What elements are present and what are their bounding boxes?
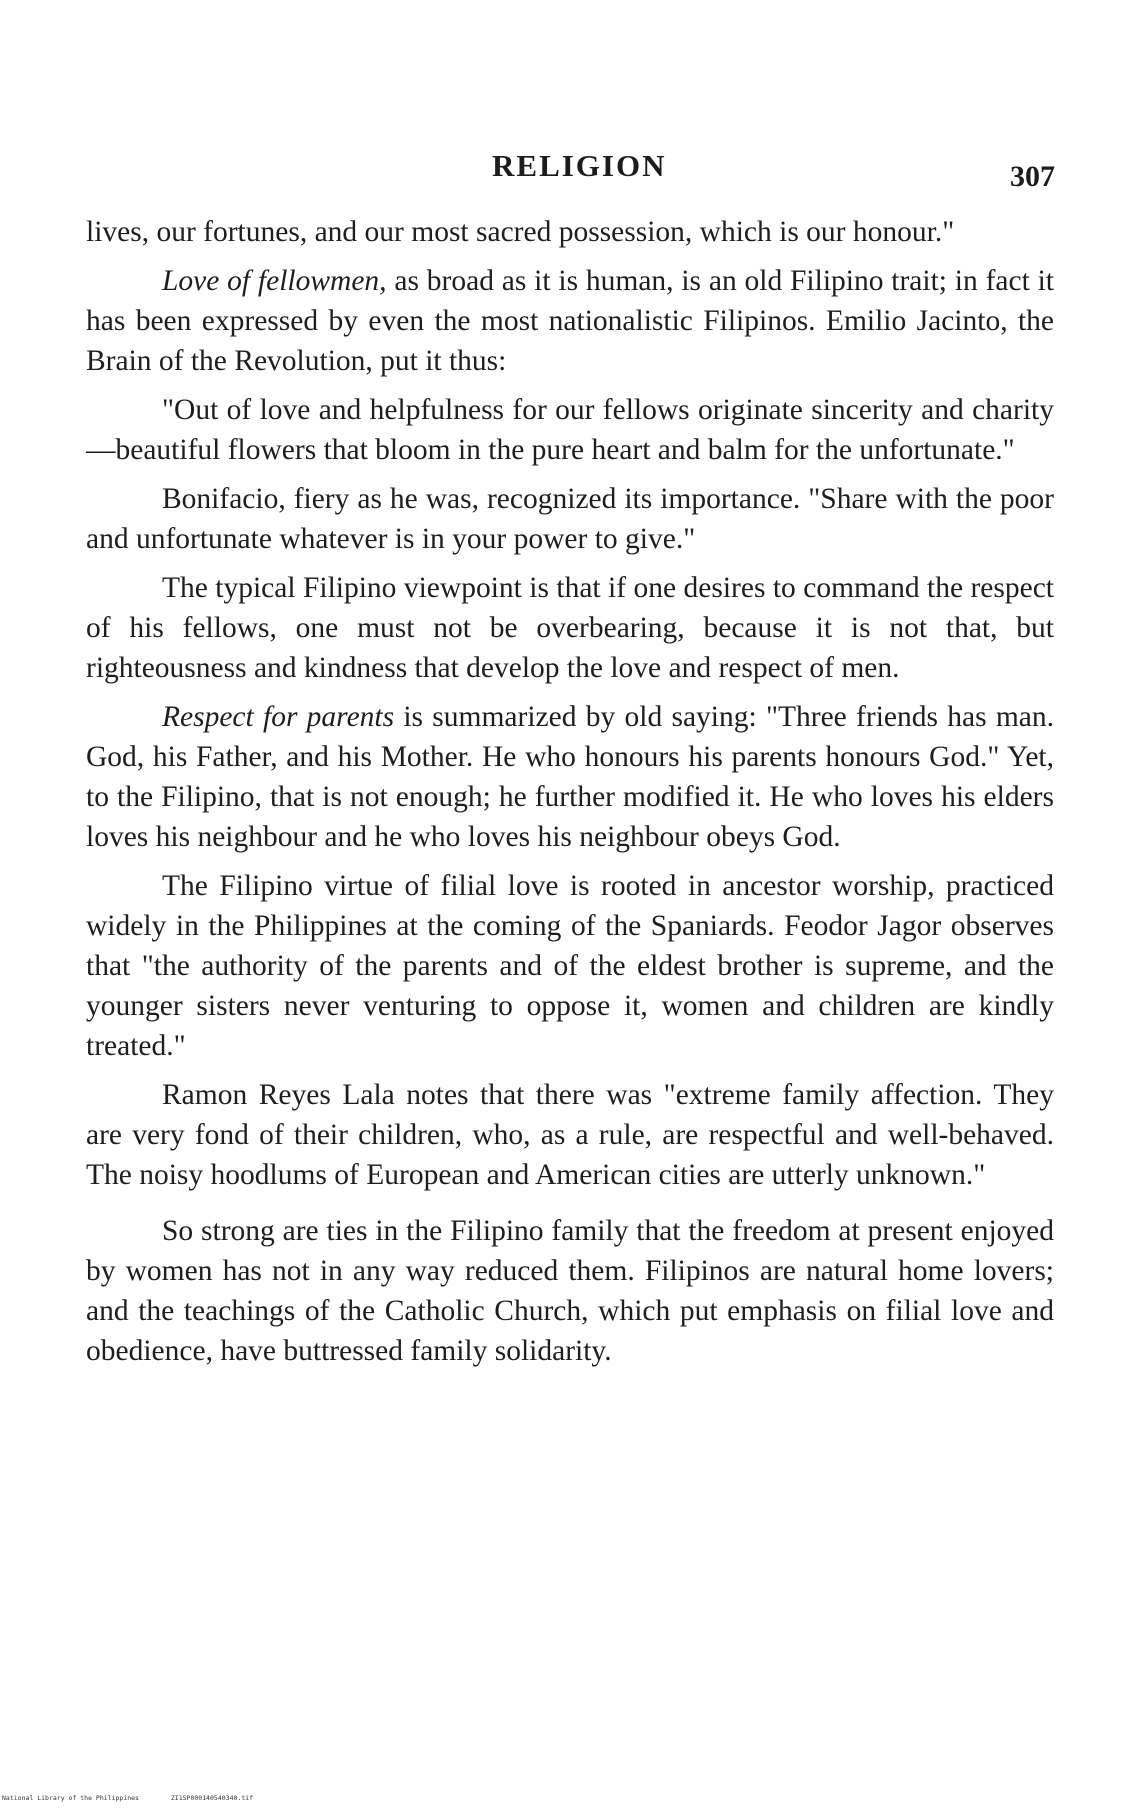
paragraph-family-ties: So strong are ties in the Filipino family that the freedom at present enjoyed by women has not in any way reduced them. Filipinos are natural home lovers; and the teachings of the Catholic Church, which put emphasis on filial love and obedience, have buttressed family solidarity. bbox=[86, 1215, 1054, 1367]
paragraph-ramon-reyes-lala: Ramon Reyes Lala notes that there was "extreme family affection. They are very fond of their children, who, as a rule, are respectful and well-behaved. The noisy hoodlums of European and American cities are utterly unknown." bbox=[86, 1079, 1054, 1191]
footer-file-id: ZI1SP000140540340.tif bbox=[170, 1794, 254, 1802]
paragraph-filial-love: The Filipino virtue of filial love is rooted in ancestor worship, practiced widely in the Philippines at the coming of the Spaniards. Feodor Jagor observes that "the authority of the parents and of the eldest brother is supreme, and the younger sisters never venturing to oppose it, women and children are kindly treated." bbox=[86, 870, 1054, 1062]
page-number: 307 bbox=[1010, 160, 1055, 193]
paragraph-jacinto-quote: "Out of love and helpfulness for our fellows originate sincerity and charity—beautiful flowers that bloom in the pure heart and balm for the unfortunate." bbox=[86, 394, 1054, 466]
paragraph-love-of-fellowmen bbox=[86, 261, 1054, 381]
running-head bbox=[0, 148, 1132, 198]
paragraph-lead-italic: Respect for parents bbox=[162, 701, 395, 733]
running-title: RELIGION bbox=[492, 148, 667, 183]
paragraph-bonifacio: Bonifacio, fiery as he was, recognized its importance. "Share with the poor and unfortunate whatever is in your power to give." bbox=[86, 483, 1054, 555]
footer-library: National Library of the Philippines bbox=[2, 1794, 139, 1802]
paragraph-typical-viewpoint: The typical Filipino viewpoint is that if one desires to command the respect of his fellows, one must not be overbearing, because it is not that, but righteousness and kindness that develop the love and respect of men. bbox=[86, 572, 1054, 684]
paragraph-body: as broad as it is human, is an old Filipino trait; in fact it has been expressed by even the most nationalistic Filipinos. Emilio Jacinto, the Brain of the Revolution, put it thus: bbox=[86, 265, 1054, 377]
scan-footer bbox=[2, 1794, 281, 1802]
paragraph-respect-for-parents bbox=[86, 697, 1054, 857]
paragraph-body: is summarized by old saying: "Three friends has man. God, his Father, and his Mother. He who honours his parents honours God." Yet, to the Filipino, that is not enough; he further modified it. He who loves his elders loves his neighbour and he who loves his neighbour obeys God. bbox=[86, 701, 1054, 853]
body-text bbox=[86, 212, 1054, 1380]
paragraph-continuation: lives, our fortunes, and our most sacred possession, which is our honour." bbox=[86, 216, 955, 248]
paragraph-lead-italic: Love of fellowmen, bbox=[162, 265, 387, 297]
